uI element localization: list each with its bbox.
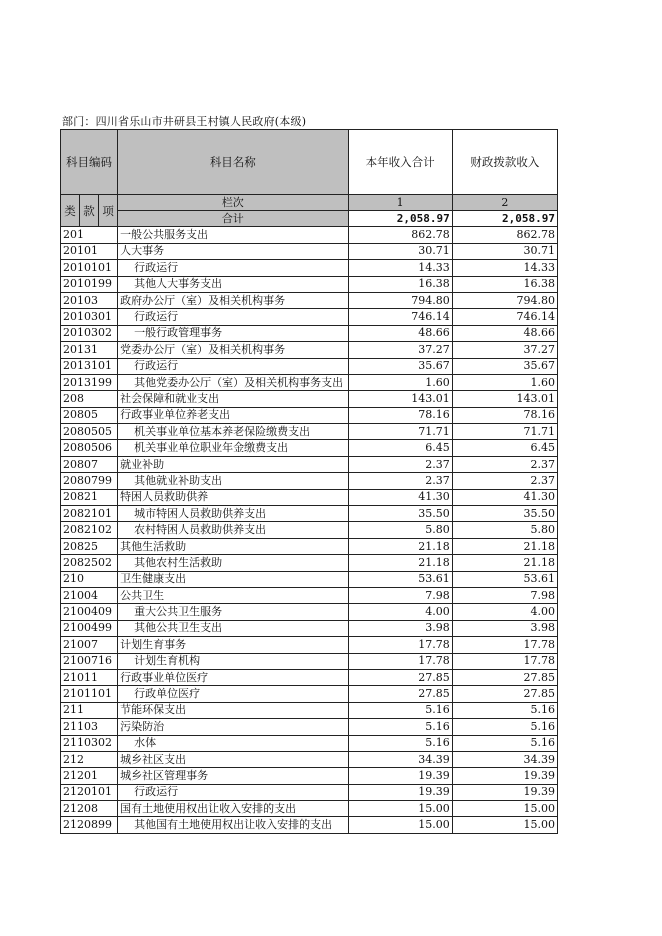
header-xiang: 项 (99, 195, 118, 227)
row-code: 2010301 (61, 309, 118, 325)
table-row (61, 784, 558, 800)
row-fiscal: 14.33 (452, 260, 557, 276)
row-code: 2100499 (61, 620, 118, 636)
row-fiscal: 19.39 (452, 768, 557, 784)
row-total: 35.67 (348, 358, 452, 374)
table-row (61, 456, 558, 472)
row-fiscal: 3.98 (452, 620, 557, 636)
row-code: 2080505 (61, 424, 118, 440)
budget-table (60, 129, 558, 834)
row-fiscal: 746.14 (452, 309, 557, 325)
row-total: 5.16 (348, 719, 452, 735)
row-total: 143.01 (348, 391, 452, 407)
row-fiscal: 5.16 (452, 702, 557, 718)
row-code: 2010199 (61, 276, 118, 292)
row-fiscal: 17.78 (452, 637, 557, 653)
row-code: 2013101 (61, 358, 118, 374)
row-fiscal: 7.98 (452, 587, 557, 603)
row-total: 19.39 (348, 768, 452, 784)
row-total: 4.00 (348, 604, 452, 620)
table-row (61, 637, 558, 653)
row-code: 20807 (61, 456, 118, 472)
header-col1: 1 (348, 195, 452, 211)
row-name: 行政事业单位养老支出 (118, 407, 348, 423)
row-name: 其他农村生活救助 (118, 555, 348, 571)
row-total: 48.66 (348, 325, 452, 341)
row-code: 21103 (61, 719, 118, 735)
row-fiscal: 27.85 (452, 669, 557, 685)
row-name: 一般公共服务支出 (118, 227, 348, 243)
row-fiscal: 48.66 (452, 325, 557, 341)
row-code: 2082101 (61, 506, 118, 522)
row-total: 5.16 (348, 702, 452, 718)
row-code: 21011 (61, 669, 118, 685)
row-code: 21004 (61, 587, 118, 603)
row-name: 其他党委办公厅（室）及相关机构事务支出 (118, 374, 348, 390)
row-name: 计划生育机构 (118, 653, 348, 669)
row-fiscal: 794.80 (452, 292, 557, 308)
row-total: 5.80 (348, 522, 452, 538)
row-name: 城市特困人员救助供养支出 (118, 506, 348, 522)
row-name: 节能环保支出 (118, 702, 348, 718)
row-total: 5.16 (348, 735, 452, 751)
header-heji: 合计 (118, 211, 348, 227)
row-code: 210 (61, 571, 118, 587)
row-fiscal: 78.16 (452, 407, 557, 423)
header-fiscal: 财政拨款收入 (452, 130, 557, 195)
row-name: 其他生活救助 (118, 538, 348, 554)
row-code: 2080506 (61, 440, 118, 456)
row-name: 行政运行 (118, 784, 348, 800)
row-name: 农村特困人员救助供养支出 (118, 522, 348, 538)
row-name: 卫生健康支出 (118, 571, 348, 587)
table-row (61, 489, 558, 505)
table-row (61, 686, 558, 702)
table-row (61, 719, 558, 735)
row-total: 21.18 (348, 538, 452, 554)
row-name: 其他国有土地使用权出让收入安排的支出 (118, 817, 348, 833)
row-name: 人大事务 (118, 243, 348, 259)
row-code: 20103 (61, 292, 118, 308)
row-name: 行政单位医疗 (118, 686, 348, 702)
row-total: 27.85 (348, 686, 452, 702)
row-fiscal: 71.71 (452, 424, 557, 440)
row-total: 37.27 (348, 342, 452, 358)
row-code: 2010101 (61, 260, 118, 276)
table-row (61, 243, 558, 259)
row-code: 2100409 (61, 604, 118, 620)
row-total: 15.00 (348, 801, 452, 817)
row-name: 一般行政管理事务 (118, 325, 348, 341)
row-total: 34.39 (348, 751, 452, 767)
row-name: 其他公共卫生支出 (118, 620, 348, 636)
row-name: 公共卫生 (118, 587, 348, 603)
row-name: 重大公共卫生服务 (118, 604, 348, 620)
row-total: 862.78 (348, 227, 452, 243)
row-total: 53.61 (348, 571, 452, 587)
row-total: 3.98 (348, 620, 452, 636)
row-code: 211 (61, 702, 118, 718)
row-total: 16.38 (348, 276, 452, 292)
row-total: 15.00 (348, 817, 452, 833)
row-total: 17.78 (348, 653, 452, 669)
table-row (61, 571, 558, 587)
row-code: 2120899 (61, 817, 118, 833)
row-name: 机关事业单位基本养老保险缴费支出 (118, 424, 348, 440)
row-code: 2082102 (61, 522, 118, 538)
row-code: 2100716 (61, 653, 118, 669)
row-code: 21208 (61, 801, 118, 817)
row-name: 特困人员救助供养 (118, 489, 348, 505)
row-code: 2101101 (61, 686, 118, 702)
table-row (61, 669, 558, 685)
row-total: 41.30 (348, 489, 452, 505)
table-row (61, 538, 558, 554)
row-fiscal: 2.37 (452, 456, 557, 472)
table-row (61, 407, 558, 423)
row-total: 794.80 (348, 292, 452, 308)
row-code: 21201 (61, 768, 118, 784)
table-row (61, 817, 558, 833)
department-label: 部门：四川省乐山市井研县王村镇人民政府(本级) (62, 115, 307, 128)
row-total: 2.37 (348, 473, 452, 489)
header-col2: 2 (452, 195, 557, 211)
table-row (61, 702, 558, 718)
row-fiscal: 37.27 (452, 342, 557, 358)
row-name: 社会保障和就业支出 (118, 391, 348, 407)
row-fiscal: 4.00 (452, 604, 557, 620)
row-name: 国有土地使用权出让收入安排的支出 (118, 801, 348, 817)
table-row (61, 801, 558, 817)
table-row (61, 358, 558, 374)
row-name: 其他人大事务支出 (118, 276, 348, 292)
table-row (61, 473, 558, 489)
header-total-income: 本年收入合计 (348, 130, 452, 195)
table-row (61, 587, 558, 603)
row-code: 201 (61, 227, 118, 243)
table-row (61, 424, 558, 440)
row-name: 城乡社区管理事务 (118, 768, 348, 784)
table-row (61, 391, 558, 407)
header-kuan: 款 (80, 195, 99, 227)
table-row (61, 768, 558, 784)
row-fiscal: 1.60 (452, 374, 557, 390)
row-name: 党委办公厅（室）及相关机构事务 (118, 342, 348, 358)
row-name: 其他就业补助支出 (118, 473, 348, 489)
row-code: 2013199 (61, 374, 118, 390)
table-row (61, 374, 558, 390)
row-fiscal: 17.78 (452, 653, 557, 669)
table-row (61, 440, 558, 456)
row-code: 2110302 (61, 735, 118, 751)
row-total: 27.85 (348, 669, 452, 685)
row-total: 6.45 (348, 440, 452, 456)
row-code: 20101 (61, 243, 118, 259)
table-row (61, 620, 558, 636)
row-name: 污染防治 (118, 719, 348, 735)
row-code: 20805 (61, 407, 118, 423)
row-name: 行政事业单位医疗 (118, 669, 348, 685)
row-fiscal: 862.78 (452, 227, 557, 243)
heji-fiscal: 2,058.97 (452, 211, 557, 227)
row-fiscal: 143.01 (452, 391, 557, 407)
header-lanci: 栏次 (118, 195, 348, 211)
row-total: 7.98 (348, 587, 452, 603)
table-row (61, 342, 558, 358)
row-fiscal: 34.39 (452, 751, 557, 767)
table-row (61, 325, 558, 341)
row-name: 行政运行 (118, 358, 348, 374)
row-fiscal: 2.37 (452, 473, 557, 489)
row-fiscal: 5.80 (452, 522, 557, 538)
table-row (61, 276, 558, 292)
row-fiscal: 53.61 (452, 571, 557, 587)
row-name: 计划生育事务 (118, 637, 348, 653)
row-total: 35.50 (348, 506, 452, 522)
row-total: 1.60 (348, 374, 452, 390)
row-code: 20825 (61, 538, 118, 554)
table-row (61, 653, 558, 669)
row-name: 行政运行 (118, 260, 348, 276)
row-name: 政府办公厅（室）及相关机构事务 (118, 292, 348, 308)
row-total: 746.14 (348, 309, 452, 325)
header-code: 科目编码 (61, 130, 118, 195)
row-fiscal: 41.30 (452, 489, 557, 505)
row-code: 2010302 (61, 325, 118, 341)
row-code: 20821 (61, 489, 118, 505)
row-fiscal: 6.45 (452, 440, 557, 456)
row-name: 行政运行 (118, 309, 348, 325)
row-name: 水体 (118, 735, 348, 751)
row-total: 17.78 (348, 637, 452, 653)
table-row (61, 227, 558, 243)
row-fiscal: 5.16 (452, 735, 557, 751)
heji-total: 2,058.97 (348, 211, 452, 227)
row-code: 20131 (61, 342, 118, 358)
table-row (61, 604, 558, 620)
row-code: 2082502 (61, 555, 118, 571)
header-name: 科目名称 (118, 130, 348, 195)
row-fiscal: 16.38 (452, 276, 557, 292)
table-row (61, 309, 558, 325)
row-code: 212 (61, 751, 118, 767)
row-total: 19.39 (348, 784, 452, 800)
table-row (61, 260, 558, 276)
row-code: 2080799 (61, 473, 118, 489)
row-total: 21.18 (348, 555, 452, 571)
table-row (61, 506, 558, 522)
row-fiscal: 19.39 (452, 784, 557, 800)
row-name: 城乡社区支出 (118, 751, 348, 767)
row-name: 就业补助 (118, 456, 348, 472)
row-fiscal: 35.67 (452, 358, 557, 374)
row-total: 71.71 (348, 424, 452, 440)
row-fiscal: 30.71 (452, 243, 557, 259)
row-fiscal: 21.18 (452, 555, 557, 571)
row-fiscal: 35.50 (452, 506, 557, 522)
row-total: 78.16 (348, 407, 452, 423)
table-row (61, 735, 558, 751)
row-total: 2.37 (348, 456, 452, 472)
row-name: 机关事业单位职业年金缴费支出 (118, 440, 348, 456)
row-total: 30.71 (348, 243, 452, 259)
row-fiscal: 15.00 (452, 817, 557, 833)
table-row (61, 751, 558, 767)
row-fiscal: 21.18 (452, 538, 557, 554)
row-fiscal: 27.85 (452, 686, 557, 702)
table-row (61, 292, 558, 308)
table-row (61, 522, 558, 538)
table-row (61, 555, 558, 571)
row-fiscal: 5.16 (452, 719, 557, 735)
row-code: 208 (61, 391, 118, 407)
row-total: 14.33 (348, 260, 452, 276)
row-code: 21007 (61, 637, 118, 653)
row-code: 2120101 (61, 784, 118, 800)
row-fiscal: 15.00 (452, 801, 557, 817)
header-lei: 类 (61, 195, 80, 227)
